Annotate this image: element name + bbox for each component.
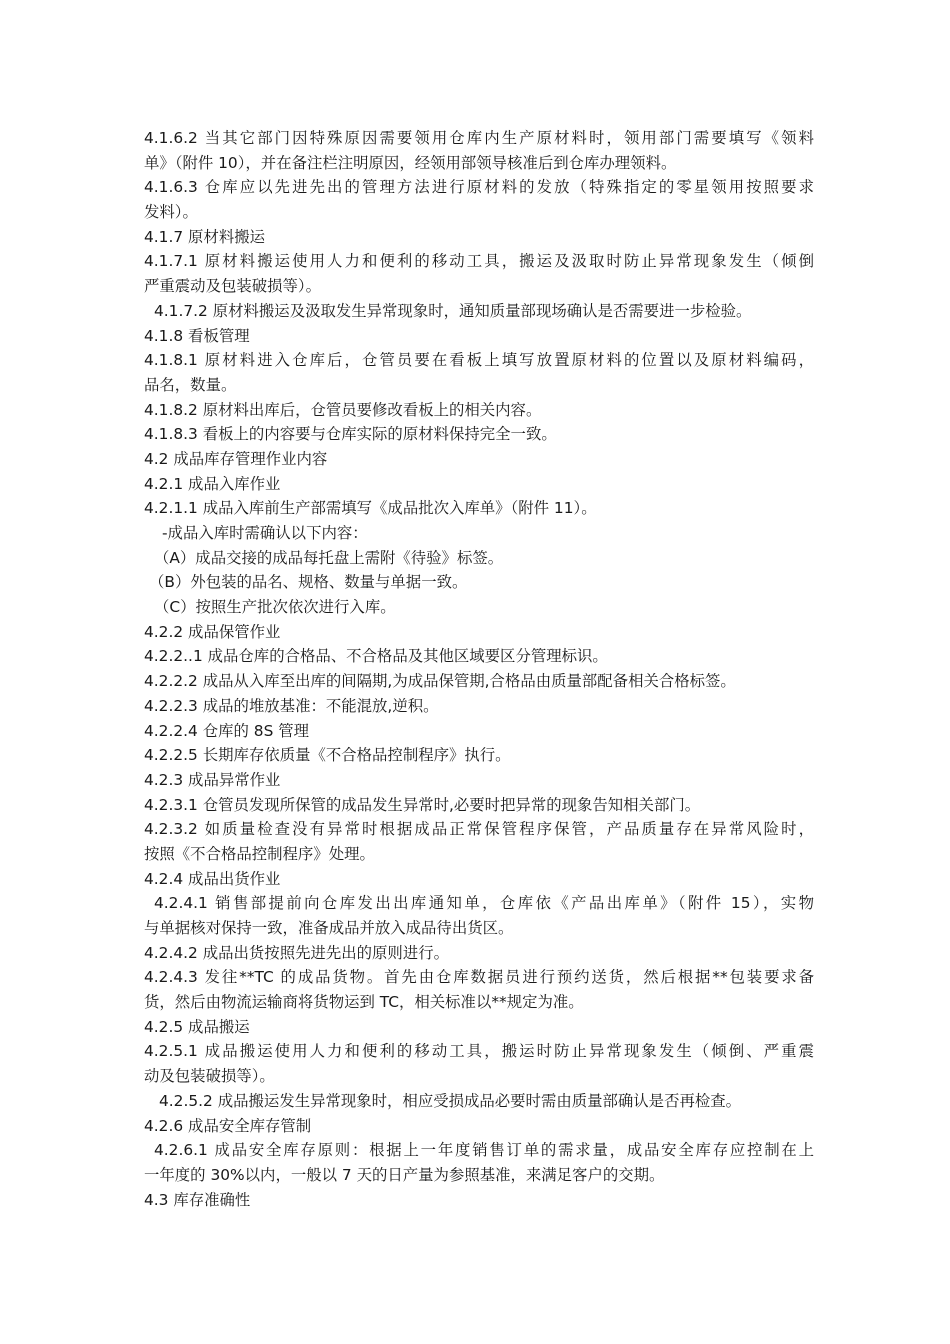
text-line: 4.1.8.3 看板上的内容要与仓库实际的原材料保持完全一致。	[144, 425, 557, 444]
section-heading: 4.1.7 原材料搬运	[144, 227, 266, 246]
section-heading: 4.2.6 成品安全库存管制	[144, 1116, 312, 1135]
text-line: 严重震动及包装破损等）。	[144, 277, 321, 296]
text-line: 4.2.3.1 仓管员发现所保管的成品发生异常时,必要时把异常的现象告知相关部门。	[144, 795, 701, 814]
section-heading: 4.1.8 看板管理	[144, 326, 250, 345]
section-heading: 4.2.4 成品出货作业	[144, 869, 281, 888]
text-line: 4.2.3.2 如质量检查没有异常时根据成品正常保管程序保管，产品质量存在异常风险时，	[144, 820, 814, 839]
text-line: 4.1.8.2 原材料出库后，仓管员要修改看板上的相关内容。	[144, 400, 542, 419]
text-line: 货，然后由物流运输商将货物运到 TC，相关标准以**规定为准。	[144, 993, 584, 1012]
section-heading: 4.2.3 成品异常作业	[144, 770, 281, 789]
document-body	[144, 126, 814, 1212]
text-line: 4.2.4.3 发往**TC 的成品货物。首先由仓库数据员进行预约送货，然后根据**包装要求备	[144, 968, 814, 987]
text-line: 4.2.2.4 仓库的 8S 管理	[144, 721, 310, 740]
text-line: 4.2.2.2 成品从入库至出库的间隔期,为成品保管期,合格品由质量部配备相关合格标签。	[144, 672, 736, 691]
text-line: 4.1.7.2 原材料搬运及汲取发生异常现象时，通知质量部现场确认是否需要进一步检验。	[154, 301, 752, 320]
section-heading: 4.2.5 成品搬运	[144, 1017, 250, 1036]
section-heading: 4.3 库存准确性	[144, 1190, 251, 1209]
text-line: 4.1.6.2 当其它部门因特殊原因需要领用仓库内生产原材料时，领用部门需要填写《领料	[144, 129, 814, 147]
text-line: 按照《不合格品控制程序》处理。	[144, 844, 375, 863]
text-line: 与单据核对保持一致，准备成品并放入成品待出货区。	[144, 919, 514, 937]
list-item: （A）成品交接的成品每托盘上需附《待验》标签。	[154, 548, 504, 567]
text-line: 品名，数量。	[144, 375, 237, 394]
text-line: 4.2.2.5 长期库存依质量《不合格品控制程序》执行。	[144, 746, 511, 765]
text-line: 4.2.6.1 成品安全库存原则：根据上一年度销售订单的需求量，成品安全库存应控制在上	[154, 1141, 814, 1160]
section-heading: 4.2 成品库存管理作业内容	[144, 449, 328, 468]
list-item: （B）外包装的品名、规格、数量与单据一致。	[149, 573, 468, 592]
text-line: -成品入库时需确认以下内容：	[162, 524, 368, 542]
text-line: 4.1.8.1 原材料进入仓库后，仓管员要在看板上填写放置原材料的位置以及原材料编码，	[144, 351, 814, 370]
text-line: 动及包装破损等）。	[144, 1067, 275, 1086]
text-line: 4.2.5.1 成品搬运使用人力和便利的移动工具，搬运时防止异常现象发生（倾倒、严重震	[144, 1042, 814, 1061]
list-item: （C）按照生产批次依次进行入库。	[154, 598, 396, 617]
text-line: 发料）。	[144, 203, 198, 222]
text-line: 4.2.2.3 成品的堆放基准：不能混放,逆积。	[144, 696, 439, 715]
section-heading: 4.2.1 成品入库作业	[144, 474, 281, 493]
section-heading: 4.2.2 成品保管作业	[144, 622, 281, 641]
text-line: 4.2.5.2 成品搬运发生异常现象时，相应受损成品必要时需由质量部确认是否再检查。	[159, 1091, 742, 1110]
text-line: 4.2.2..1 成品仓库的合格品、不合格品及其他区域要区分管理标识。	[144, 647, 608, 666]
text-line: 4.1.6.3 仓库应以先进先出的管理方法进行原材料的发放（特殊指定的零星领用按照要求	[144, 178, 814, 197]
text-line: 4.2.4.2 成品出货按照先进先出的原则进行。	[144, 943, 449, 962]
text-line: 单》（附件 10），并在备注栏注明原因，经领用部领导核准后到仓库办理领料。	[144, 153, 677, 172]
text-line: 4.2.1.1 成品入库前生产部需填写《成品批次入库单》（附件 11）。	[144, 499, 597, 518]
text-line: 一年度的 30%以内，一般以 7 天的日产量为参照基准，来满足客户的交期。	[144, 1165, 665, 1184]
text-line: 4.1.7.1 原材料搬运使用人力和便利的移动工具，搬运及汲取时防止异常现象发生（倾倒	[144, 252, 814, 271]
text-line: 4.2.4.1 销售部提前向仓库发出出库通知单，仓库依《产品出库单》（附件 15），实物	[154, 894, 814, 913]
